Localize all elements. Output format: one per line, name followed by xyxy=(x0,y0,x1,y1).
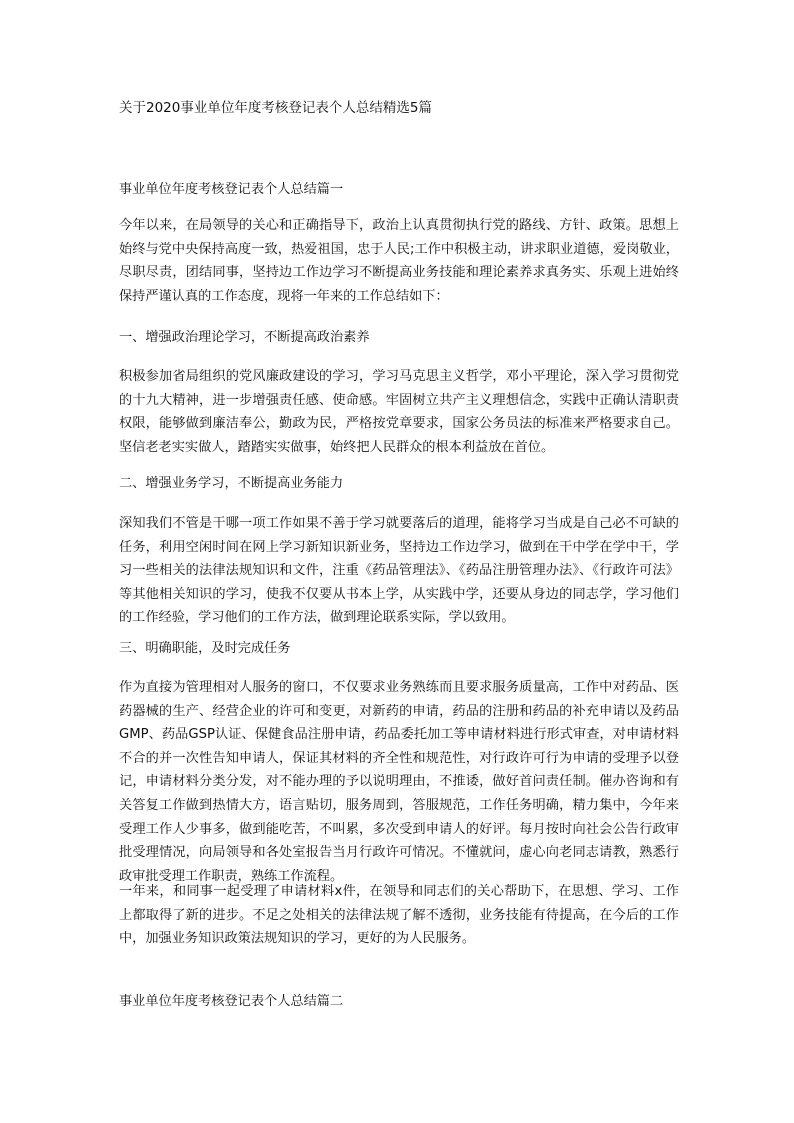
section-title-2: 事业单位年度考核登记表个人总结篇二 xyxy=(119,994,344,1009)
intro-paragraph: 今年以来，在局领导的关心和正确指导下，政治上认真贯彻执行党的路线、方针、政策。思想上始终与党中央保持高度一致，热爱祖国，忠于人民;工作中积极主动，讲求职业道德，爱岗敬业，尽职尽责，团结同事，坚持边工作边学习不断提高业务技能和理论素养求真务实、乐观上进始终保持严谨认真的工作态度，现将一年来的工作总结如下： xyxy=(119,218,679,304)
paragraph-political-study: 积极参加省局组织的党风廉政建设的学习，学习马克思主义哲学，邓小平理论，深入学习贯彻党的十九大精神，进一步增强责任感、使命感。牢固树立共产主义理想信念，实践中正确认清职责权限，能够做到廉洁奉公，勤政为民，严格按党章要求，国家公务员法的标准来严格要求自己。坚信老老实实做人，踏踏实实做事，始终把人民群众的根本利益放在首位。 xyxy=(119,369,679,455)
paragraph-business-study: 深知我们不管是干哪一项工作如果不善于学习就要落后的道理，能将学习当成是自己必不可缺的任务，利用空闲时间在网上学习新知识新业务，坚持边工作边学习，做到在干中学在学中干，学习一些相关的法律法规知识和文件，注重《药品管理法》、《药品注册管理办法》、《行政许可法》等其他相关知识的学习，使我不仅要从书本上学，从实践中学，还要从身边的同志学，学习他们的工作经验，学习他们的工作方法，做到理论联系实际，学以致用。 xyxy=(119,516,679,626)
paragraph-duties: 作为直接为管理相对人服务的窗口，不仅要求业务熟练而且要求服务质量高，工作中对药品、医药器械的生产、经营企业的许可和变更，对新药的申请，药品的注册和药品的补充申请以及药品GMP、药品GSP认证、保健食品注册申请，药品委托加工等申请材料进行形式审查，对申请材料不合的并一次性告知申请人，保证其材料的齐全性和规范性，对行政许可行为申请的受理予以登记，申请材料分类分发，对不能办理的予以说明理由，不推诿，做好首问责任制。催办咨询和有关答复工作做到热情大方，语言贴切，服务周到，答服规范，工作任务明确，精力集中，今年来受理工作人少事多，做到能吃苦，不叫累，多次受到申请人的好评。每月按时向社会公告行政审批受理情况，向局领导和各处室报告当月行政许可情况。不懂就问，虚心向老同志请教，熟悉行政审批受理工作职责，熟练工作流程。 xyxy=(119,680,679,884)
heading-political-study: 一、增强政治理论学习，不断提高政治素养 xyxy=(119,330,370,345)
document-title: 关于2020事业单位年度考核登记表个人总结精选5篇 xyxy=(119,100,432,116)
heading-duties: 三、明确职能，及时完成任务 xyxy=(119,641,291,656)
section-title-1: 事业单位年度考核登记表个人总结篇一 xyxy=(119,182,344,197)
paragraph-summary: 一年来，和同事一起受理了申请材料x件，在领导和同志们的关心帮助下，在思想、学习、工作上都取得了新的进步。不足之处相关的法律法规了解不透彻，业务技能有待提高，在今后的工作中，加强业务知识政策法规知识的学习，更好的为人民服务。 xyxy=(119,884,679,947)
heading-business-study: 二、增强业务学习，不断提高业务能力 xyxy=(119,476,344,491)
